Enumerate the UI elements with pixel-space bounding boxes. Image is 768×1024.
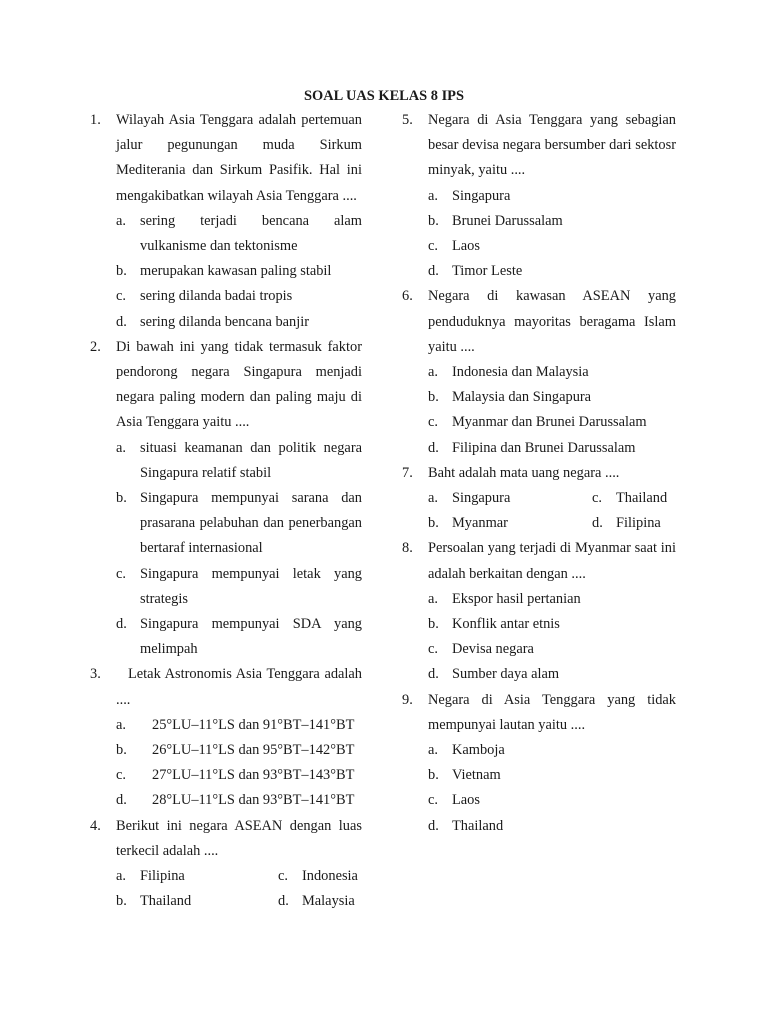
option-a [90,436,362,486]
question-8 [402,536,676,687]
option-a [90,713,362,738]
question-2 [90,335,362,663]
option-b [90,259,362,284]
option-a [90,209,362,259]
question-4 [90,814,362,915]
option-d [402,662,676,687]
question-text: Letak Astronomis Asia Tenggara adalah .... [116,666,362,708]
option-text: Singapura mempunyai sarana dan prasarana pelabuhan dan penerbangan bertaraf internasional [140,490,362,557]
option-letter: b. [116,893,127,910]
question-number: 2. [90,338,101,355]
option-letter: b. [428,389,439,406]
option-text: 26°LU–11°LS dan 95°BT–142°BT [152,742,355,759]
option-d [402,814,676,839]
option-letter: a. [428,364,438,381]
option-text: Singapura [452,187,511,204]
option-text: sering dilanda bencana banjir [140,313,310,330]
option-letter: d. [428,263,439,280]
option-text: Filipina dan Brunei Darussalam [452,439,636,456]
question-number: 7. [402,464,413,481]
option-row [402,511,676,536]
question-6 [402,284,676,460]
option-letter: d. [116,616,127,633]
option-letter: d. [116,313,127,330]
option-letter: a. [428,490,438,507]
option-letter: d. [592,515,603,532]
option-c [402,637,676,662]
option-text: Kamboja [452,742,505,759]
option-letter: a. [428,590,438,607]
option-letter: b. [428,212,439,229]
option-text: Vietnam [452,767,501,784]
option-c [402,234,676,259]
option-d [90,612,362,662]
left-column [90,108,362,914]
right-column [402,108,676,839]
option-row [90,889,362,914]
option-text: Myanmar dan Brunei Darussalam [452,414,647,431]
option-letter: d. [428,666,439,683]
question-text: Negara di kawasan ASEAN yang penduduknya mayoritas beragama Islam yaitu .... [428,288,676,355]
option-letter: c. [116,288,126,305]
question-text: Persoalan yang terjadi di Myanmar saat ini adalah berkaitan dengan .... [428,540,676,582]
option-d [402,259,676,284]
option-text: Malaysia dan Singapura [452,389,592,406]
option-d [90,310,362,335]
question-7 [402,461,676,537]
option-c [402,410,676,435]
option-text: Ekspor hasil pertanian [452,590,581,607]
option-row [90,864,362,889]
option-letter: c. [592,490,602,507]
option-c [402,788,676,813]
question-number: 1. [90,112,101,128]
option-b [402,209,676,234]
option-row [402,486,676,511]
option-a [402,360,676,385]
option-text: Indonesia dan Malaysia [452,364,589,381]
question-number: 9. [402,691,413,708]
option-text: Indonesia [302,868,358,885]
option-letter: a. [428,742,438,759]
option-c [90,284,362,309]
option-a [402,184,676,209]
option-letter: c. [428,238,438,255]
option-b [90,738,362,763]
option-text: situasi keamanan dan politik negara Singapura relatif stabil [140,439,362,481]
option-letter: c. [428,414,438,431]
question-text: Negara di Asia Tenggara yang sebagian besar devisa negara bersumber dari sektosr minyak, yaitu .... [428,112,676,179]
option-letter: b. [116,742,127,759]
option-letter: a. [116,212,126,229]
option-letter: b. [116,490,127,507]
option-letter: c. [116,767,126,784]
option-text: Singapura mempunyai letak yang strategis [140,565,362,607]
option-text: 27°LU–11°LS dan 93°BT–143°BT [152,767,355,784]
option-a [402,738,676,763]
option-text: 25°LU–11°LS dan 91°BT–141°BT [152,716,355,733]
question-3 [90,662,362,813]
option-letter: c. [428,641,438,658]
question-number: 4. [90,817,101,834]
question-9 [402,688,676,839]
question-text: Negara di Asia Tenggara yang tidak mempunyai lautan yaitu .... [428,691,676,733]
option-text: Myanmar [452,515,508,532]
option-text: sering terjadi bencana alam vulkanisme dan tektonisme [140,212,362,255]
question-number: 5. [402,112,413,128]
option-text: sering dilanda badai tropis [140,288,293,305]
option-letter: a. [428,187,438,204]
option-letter: a. [116,439,126,456]
option-letter: b. [428,616,439,633]
question-text: Baht adalah mata uang negara .... [428,464,620,481]
option-text: Timor Leste [452,263,523,280]
option-text: Thailand [140,893,192,910]
option-letter: d. [428,817,439,834]
question-text: Berikut ini negara ASEAN dengan luas terkecil adalah .... [116,817,362,859]
option-d [90,788,362,813]
option-letter: b. [428,767,439,784]
question-5 [402,108,676,284]
option-c [90,763,362,788]
option-b [402,763,676,788]
option-text: Malaysia [302,893,355,910]
option-text: Singapura mempunyai SDA yang melimpah [140,616,362,658]
option-c [90,562,362,612]
option-text: Filipina [140,868,185,885]
option-letter: a. [116,716,126,733]
question-number: 3. [90,666,101,683]
option-text: Thailand [616,490,668,507]
page-title: SOAL UAS KELAS 8 IPS [304,88,464,104]
option-text: Laos [452,238,480,255]
option-d [402,436,676,461]
question-1 [90,108,362,335]
option-letter: d. [116,792,127,809]
option-text: Brunei Darussalam [452,212,563,229]
option-b [90,486,362,562]
option-b [402,385,676,410]
question-text: Di bawah ini yang tidak termasuk faktor pendorong negara Singapura menjadi negara paling modern dan paling maju di Asia Tenggara yaitu .... [116,338,362,431]
option-letter: c. [116,565,126,582]
option-text: Konflik antar etnis [452,616,560,633]
option-letter: d. [278,893,289,910]
option-text: Laos [452,792,480,809]
option-a [402,587,676,612]
option-letter: c. [428,792,438,809]
option-letter: d. [428,439,439,456]
option-letter: c. [278,868,288,885]
option-text: 28°LU–11°LS dan 93°BT–141°BT [152,792,355,809]
option-letter: b. [428,515,439,532]
option-b [402,612,676,637]
option-text: Filipina [616,515,661,532]
option-text: Sumber daya alam [452,666,560,683]
option-text: merupakan kawasan paling stabil [140,263,332,280]
question-number: 6. [402,288,413,305]
option-text: Thailand [452,817,504,834]
question-text: Wilayah Asia Tenggara adalah pertemuan jalur pegunungan muda Sirkum Mediterania dan Sirkum Pasifik. Hal ini mengakibatkan wilayah Asia Tenggara .... [116,112,362,204]
option-letter: b. [116,263,127,280]
option-text: Singapura [452,490,511,507]
option-text: Devisa negara [452,641,534,658]
question-number: 8. [402,540,413,557]
option-letter: a. [116,868,126,885]
